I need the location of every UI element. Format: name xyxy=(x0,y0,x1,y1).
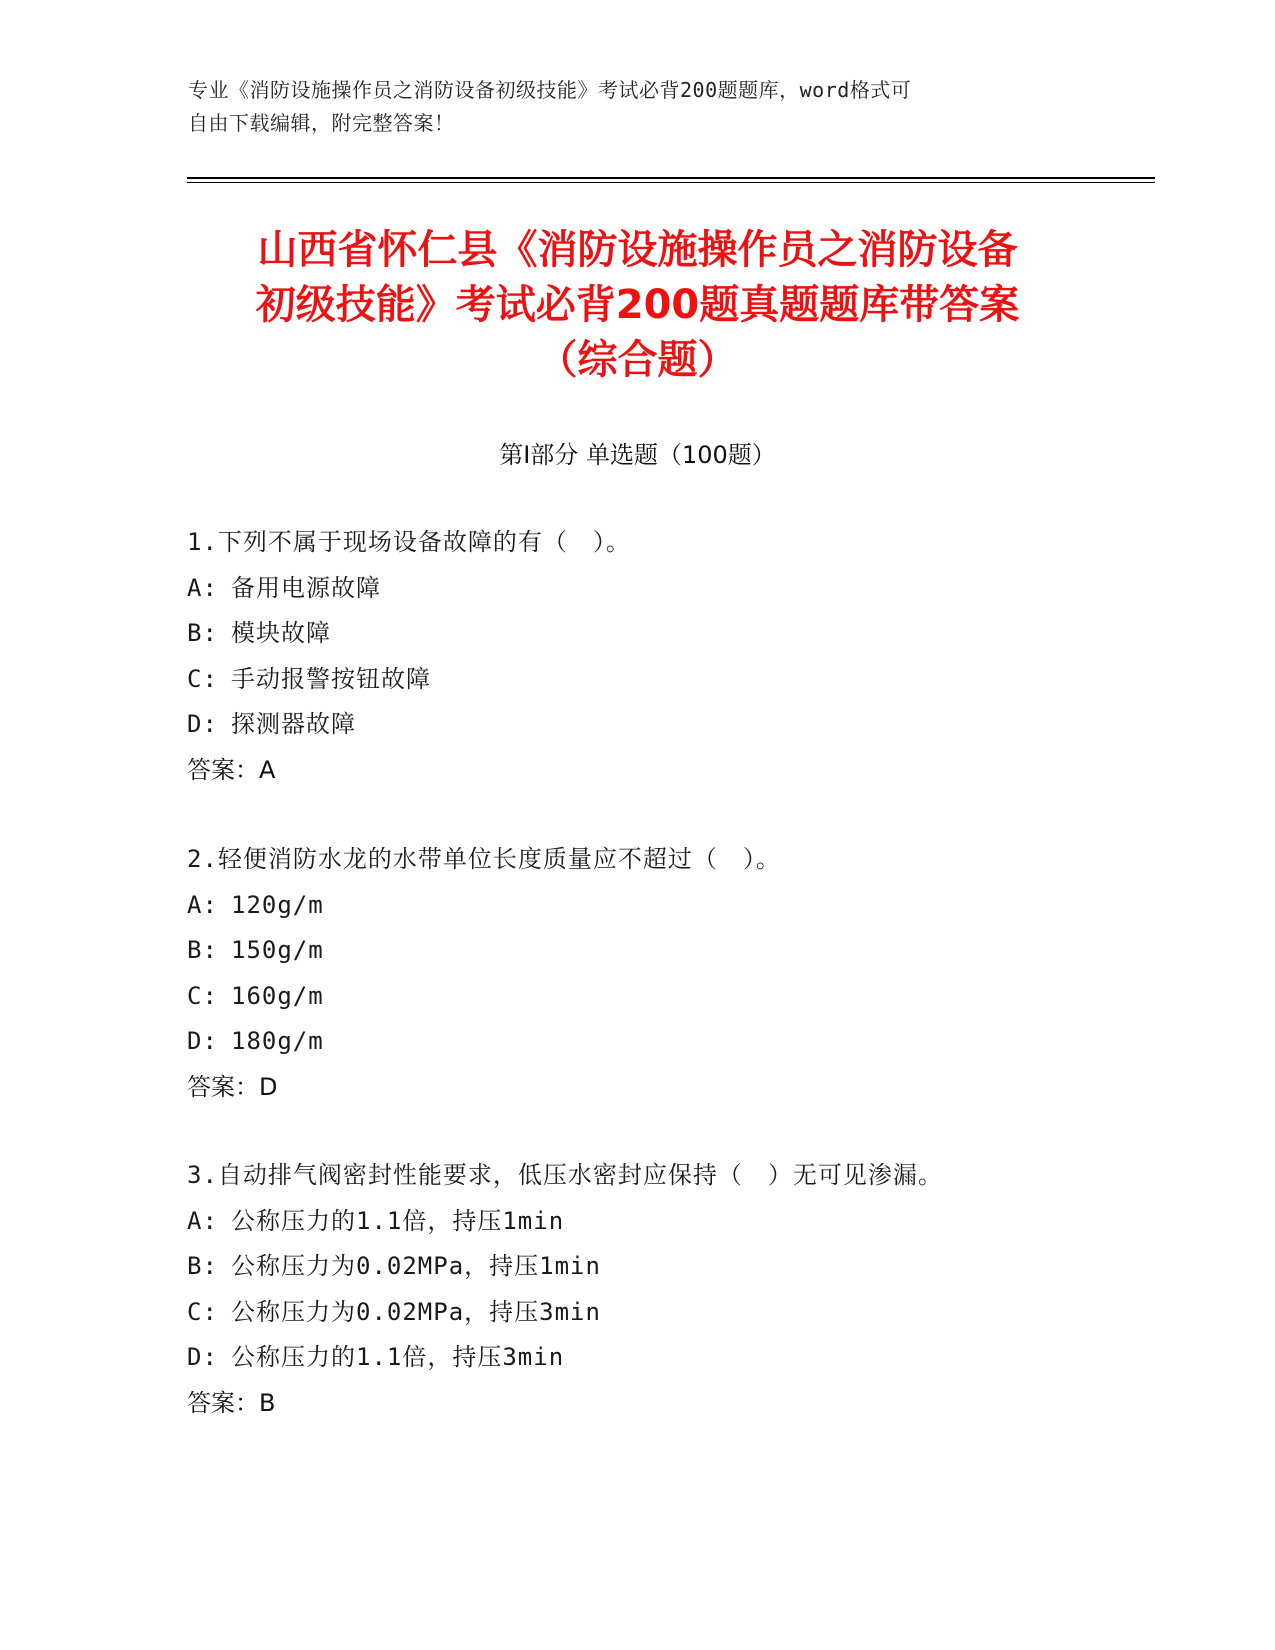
header-note xyxy=(188,74,1068,140)
option-text: 120g/m xyxy=(231,890,324,919)
option-letter: D: xyxy=(187,1027,218,1055)
option-text: 模块故障 xyxy=(231,619,331,647)
option-d xyxy=(187,1019,1147,1065)
option-text: 150g/m xyxy=(231,936,324,964)
option-letter: A: xyxy=(187,1206,218,1235)
option-text: 探测器故障 xyxy=(231,710,356,738)
option-letter: B: xyxy=(187,1252,218,1280)
option-text: 公称压力为0.02MPa，持压3min xyxy=(231,1297,601,1326)
option-text: 公称压力为0.02MPa，持压1min xyxy=(231,1252,601,1280)
option-letter: B: xyxy=(187,936,218,964)
option-letter: C: xyxy=(187,1297,218,1326)
option-b xyxy=(187,611,1147,657)
document-title xyxy=(150,223,1125,388)
header-note-line-2: 自由下载编辑，附完整答案！ xyxy=(188,111,455,135)
option-letter: A: xyxy=(187,890,218,919)
answer-line: 答案：B xyxy=(187,1388,276,1417)
document-title-line-2: 初级技能》考试必背200题真题题库带答案 xyxy=(255,282,1020,328)
option-a xyxy=(187,1199,1147,1245)
option-letter: C: xyxy=(187,664,218,693)
answer-line: 答案：D xyxy=(187,1072,278,1101)
option-c xyxy=(187,974,1147,1020)
option-text: 180g/m xyxy=(231,1027,324,1055)
option-a xyxy=(187,566,1147,612)
option-letter: D: xyxy=(187,710,218,738)
option-text: 手动报警按钮故障 xyxy=(231,664,431,693)
option-text: 备用电源故障 xyxy=(231,573,381,602)
question-stem: 3.自动排气阀密封性能要求，低压水密封应保持（ ）无可见渗漏。 xyxy=(187,1161,943,1189)
header-rule-thick xyxy=(187,177,1155,179)
option-letter: D: xyxy=(187,1343,218,1371)
question-2 xyxy=(187,837,1147,1110)
option-c xyxy=(187,1290,1147,1336)
option-letter: C: xyxy=(187,981,218,1010)
option-b xyxy=(187,928,1147,974)
question-stem: 2.轻便消防水龙的水带单位长度质量应不超过（ ）。 xyxy=(187,845,781,873)
option-text: 公称压力的1.1倍，持压3min xyxy=(231,1343,565,1371)
option-text: 公称压力的1.1倍，持压1min xyxy=(231,1206,565,1235)
header-note-line-1: 专业《消防设施操作员之消防设备初级技能》考试必背200题题库，word格式可 xyxy=(188,78,912,102)
option-b xyxy=(187,1244,1147,1290)
option-a xyxy=(187,883,1147,929)
question-3 xyxy=(187,1153,1147,1426)
header-rule-thin xyxy=(187,182,1155,183)
option-c xyxy=(187,657,1147,703)
document-title-line-3: （综合题） xyxy=(537,337,738,383)
option-d xyxy=(187,1335,1147,1381)
document-title-line-1: 山西省怀仁县《消防设施操作员之消防设备 xyxy=(257,227,1018,273)
answer-line: 答案：A xyxy=(187,755,276,784)
option-letter: B: xyxy=(187,619,218,647)
option-d xyxy=(187,702,1147,748)
option-text: 160g/m xyxy=(231,981,324,1010)
option-letter: A: xyxy=(187,573,218,602)
section-heading: 第Ⅰ部分 单选题（100题） xyxy=(499,441,776,469)
question-1 xyxy=(187,520,1147,793)
question-stem: 1.下列不属于现场设备故障的有（ ）。 xyxy=(187,528,631,556)
